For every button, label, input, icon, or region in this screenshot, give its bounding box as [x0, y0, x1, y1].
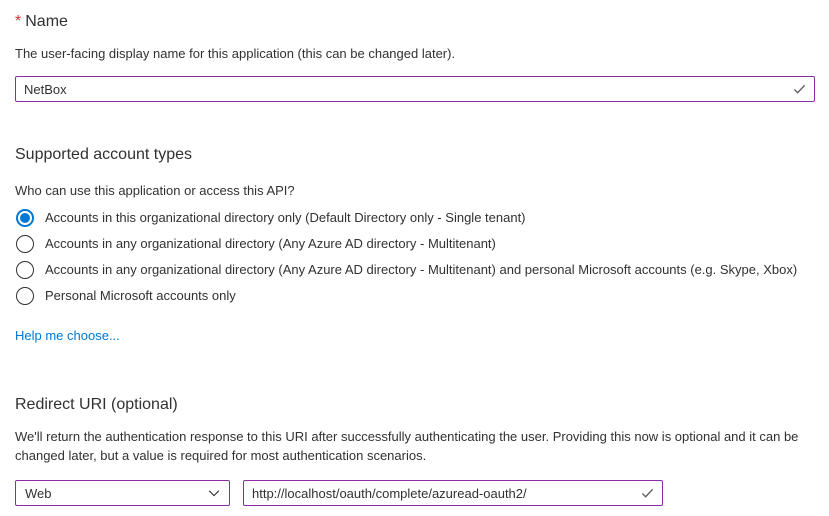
name-input-container	[15, 76, 815, 102]
required-asterisk: *	[15, 13, 22, 30]
account-types-question: Who can use this application or access this API?	[15, 183, 295, 198]
radio-icon[interactable]	[16, 209, 34, 227]
name-title-text: Name	[25, 13, 68, 30]
radio-icon[interactable]	[16, 261, 34, 279]
radio-icon[interactable]	[16, 287, 34, 305]
redirect-uri-input[interactable]	[244, 481, 662, 505]
redirect-uri-row	[15, 480, 815, 506]
name-description: The user-facing display name for this application (this can be changed later).	[15, 46, 456, 61]
radio-label: Accounts in any organizational directory (Any Azure AD directory - Multitenant)	[45, 236, 496, 251]
radio-label: Personal Microsoft accounts only	[45, 288, 236, 303]
account-types-title: Supported account types	[15, 146, 193, 163]
redirect-uri-input-container	[243, 480, 663, 506]
redirect-uri-section	[15, 394, 815, 506]
redirect-uri-title: Redirect URI (optional)	[15, 396, 178, 413]
radio-label: Accounts in any organizational directory (Any Azure AD directory - Multitenant) and personal Microsoft accounts (e.g. Skype, Xbox)	[45, 262, 798, 277]
help-me-choose-link[interactable]: Help me choose...	[15, 328, 120, 343]
platform-select[interactable]	[15, 480, 230, 506]
chevron-down-icon	[207, 486, 221, 500]
account-type-option-personal-only[interactable]	[15, 283, 815, 309]
account-type-option-multitenant-personal[interactable]	[15, 257, 815, 283]
radio-label: Accounts in this organizational directory only (Default Directory only - Single tenant)	[45, 210, 526, 225]
redirect-uri-description: We'll return the authentication response to this URI after successfully authenticating the user. Providing this now is optional and it can be changed later, but a value is required for most authentication scenarios.	[15, 429, 799, 463]
supported-account-types-section	[15, 144, 815, 345]
platform-select-value: Web	[25, 485, 52, 501]
account-type-option-single-tenant[interactable]	[15, 205, 815, 231]
account-type-radio-group	[15, 205, 815, 309]
radio-icon[interactable]	[16, 235, 34, 253]
name-input[interactable]	[16, 77, 814, 101]
account-type-option-multitenant[interactable]	[15, 231, 815, 257]
name-section-title	[15, 11, 815, 32]
name-section	[15, 11, 815, 102]
